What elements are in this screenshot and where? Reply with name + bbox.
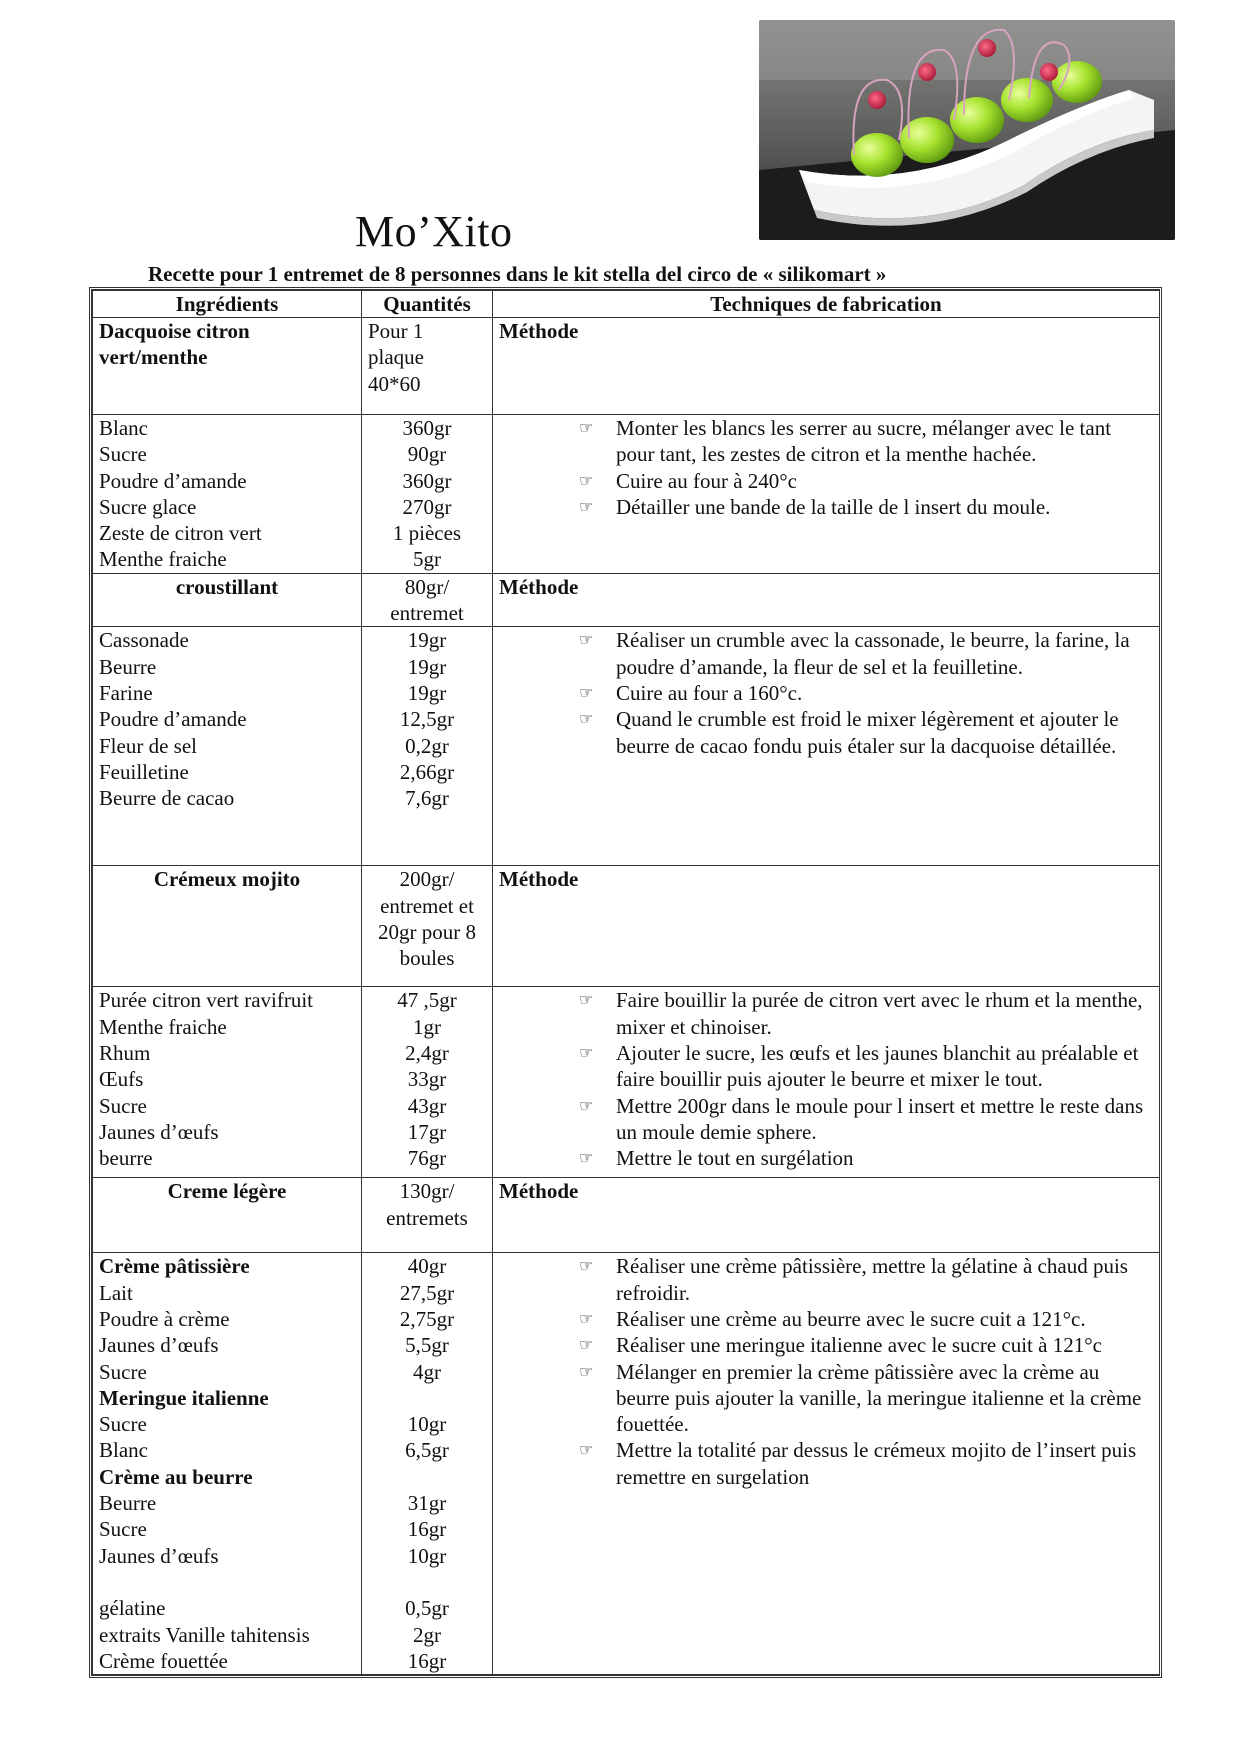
ingredients-cell [93,1253,362,1675]
ingredient-quantity: 33gr [407,1067,447,1092]
ingredient-quantity: 31gr [407,1491,447,1516]
ingredient-name: Beurre de cacao [99,786,235,811]
section-name-cell [93,318,362,415]
method-steps [499,415,1153,520]
ingredient-quantity: 2,4gr [405,1040,449,1065]
ingredient-quantity: 76gr [407,1146,447,1171]
ingredient-name: Menthe fraiche [99,1014,227,1039]
method-steps [499,627,1153,758]
method-step-text: Quand le crumble est froid le mixer légèrement et ajouter le beurre de cacao fondu puis étaler sur la dacquoise détaillée. [616,707,1119,758]
section-method-label: Méthode [493,1178,1160,1253]
pointing-hand-icon: ☞ [579,990,594,1010]
ingredient-name: Feuilletine [99,759,189,784]
pointing-hand-icon: ☞ [579,1361,594,1381]
section-qty-cell [362,573,493,627]
section-detail-row [93,1253,1160,1675]
method-step [499,1437,1153,1490]
column-header-ingredients: Ingrédients [93,291,362,318]
section-qty-line: 80gr/ [404,574,450,599]
section-name-line: vert/menthe [99,345,208,370]
section-detail-row [93,415,1160,574]
ingredient-quantity [368,1385,486,1411]
ingredients-cell [93,415,362,574]
section-header-row [93,866,1160,987]
ingredient-name: Meringue italienne [99,1385,269,1410]
method-step-text: Mettre la totalité par dessus le crémeux mojito de l’insert puis remettre en surgelation [616,1438,1137,1489]
section-qty-cell [362,866,493,987]
ingredient-name: Beurre [99,654,157,679]
ingredient-name: Sucre [99,1412,147,1437]
ingredients-cell [93,627,362,866]
ingredient-quantity: 43gr [407,1093,447,1118]
section-detail-row [93,627,1160,866]
method-step-text: Monter les blancs les serrer au sucre, mélanger avec le tant pour tant, les zestes de citron et la menthe hachée. [616,416,1112,467]
ingredient-name: gélatine [99,1596,166,1621]
section-qty-line: plaque [368,345,424,370]
method-step [499,1253,1153,1306]
method-step [499,680,1153,706]
section-qty-line: Pour 1 [368,319,424,343]
ingredient-name: Crème au beurre [99,1464,253,1489]
recipe-title: Mo’Xito [355,207,513,256]
method-step-text: Réaliser une meringue italienne avec le sucre cuit à 121°c [616,1333,1102,1358]
section-name-line: Crémeux mojito [153,867,301,892]
pointing-hand-icon: ☞ [579,682,594,702]
method-step [499,1093,1153,1146]
method-step-text: Détailler une bande de la taille de l insert du moule. [616,494,1051,519]
method-step-text: Mettre le tout en surgélation [616,1146,854,1171]
dessert-photo-image [759,20,1175,240]
ingredient-quantity: 270gr [402,494,452,519]
method-step [499,1040,1153,1093]
steps-cell [493,1253,1160,1675]
ingredient-name: Jaunes d’œufs [99,1543,219,1568]
ingredient-quantity: 47 ,5gr [397,988,457,1013]
quantities-cell [362,627,493,866]
quantities-cell [362,987,493,1178]
ingredient-name: Poudre à crème [99,1306,230,1331]
section-header-row [93,1178,1160,1253]
method-step [499,1306,1153,1332]
method-step-text: Réaliser un crumble avec la cassonade, le beurre, la farine, la poudre d’amande, la fleur de sel et la feuilletine. [616,628,1130,679]
section-qty-line: 40*60 [368,371,421,396]
ingredient-name: Purée citron vert ravifruit [99,988,313,1013]
ingredient-quantity: 1gr [413,1014,441,1039]
section-method-label: Méthode [493,318,1160,415]
section-name-cell [93,866,362,987]
ingredient-quantity: 19gr [407,680,447,705]
pointing-hand-icon: ☞ [579,1095,594,1115]
method-step-text: Faire bouillir la purée de citron vert avec le rhum et la menthe, mixer et chinoiser. [616,988,1143,1039]
column-header-techniques: Techniques de fabrication [493,291,1160,318]
section-qty-cell [362,318,493,415]
ingredient-name: Cassonade [99,628,189,653]
method-step [499,1145,1153,1171]
section-method-label: Méthode [493,866,1160,987]
method-step [499,1359,1153,1438]
ingredient-name: Crème pâtissière [99,1254,250,1279]
pointing-hand-icon: ☞ [579,1042,594,1062]
ingredient-quantity: 10gr [407,1543,447,1568]
column-header-quantities: Quantités [362,291,493,318]
ingredient-name: Sucre [99,442,147,467]
ingredient-name: Farine [99,680,153,705]
section-qty-line: 20gr pour 8 [378,919,476,944]
section-name-line: Dacquoise citron [99,319,250,343]
recipe-table-frame [89,287,1162,1678]
method-step [499,987,1153,1040]
section-name-cell [93,1178,362,1253]
pointing-hand-icon: ☞ [579,1308,594,1328]
dessert-photo [759,20,1175,240]
ingredient-quantity: 10gr [407,1412,447,1437]
ingredient-quantity: 6,5gr [405,1438,449,1463]
ingredient-quantity: 0,2gr [405,733,449,758]
method-step-text: Cuire au four a 160°c. [616,680,803,705]
method-step-text: Mélanger en premier la crème pâtissière avec la crème au beurre puis ajouter la vanille, la meringue italienne et la crème fouettée. [616,1359,1142,1437]
ingredient-quantity: 19gr [407,628,447,653]
section-detail-row [93,987,1160,1178]
steps-cell [493,415,1160,574]
ingredient-name [99,1569,355,1595]
method-step [499,627,1153,680]
section-qty-line: entremet et [380,893,474,918]
pointing-hand-icon: ☞ [579,1440,594,1460]
section-qty-line: entremets [386,1205,468,1230]
ingredient-name: Jaunes d’œufs [99,1119,219,1144]
ingredient-quantity: 5,5gr [405,1333,449,1358]
ingredient-name: Crème fouettée [99,1648,228,1673]
ingredient-name: Poudre d’amande [99,707,247,732]
method-step-text: Mettre 200gr dans le moule pour l insert et mettre le reste dans un moule demie sphere. [616,1093,1144,1144]
ingredient-quantity: 40gr [407,1254,447,1279]
recipe-sections [93,318,1160,1675]
method-step [499,1332,1153,1358]
method-step-text: Réaliser une crème au beurre avec le sucre cuit a 121°c. [616,1306,1086,1331]
ingredient-quantity: 2gr [413,1622,441,1647]
ingredient-name: Menthe fraiche [99,547,227,572]
method-step [499,706,1153,759]
ingredient-name: Poudre d’amande [99,468,247,493]
method-step [499,494,1153,520]
ingredient-quantity: 360gr [402,416,452,440]
section-method-label: Méthode [493,573,1160,627]
ingredients-cell [93,987,362,1178]
ingredient-quantity: 4gr [413,1359,441,1384]
ingredient-name: Rhum [99,1040,151,1065]
section-qty-line: boules [399,946,455,971]
ingredient-quantity: 2,66gr [399,759,455,784]
ingredient-quantity: 17gr [407,1119,447,1144]
method-step-text: Réaliser une crème pâtissière, mettre la gélatine à chaud puis refroidir. [616,1254,1128,1305]
method-steps [499,1253,1153,1490]
section-qty-line: 200gr/ [399,867,455,892]
ingredient-quantity: 1 pièces [392,521,462,546]
ingredient-name: Lait [99,1280,133,1305]
ingredient-name: Œufs [99,1067,144,1092]
ingredient-quantity: 360gr [402,468,452,493]
pointing-hand-icon: ☞ [579,470,594,490]
ingredient-name: Sucre [99,1359,147,1384]
section-name-line: croustillant [175,574,279,599]
ingredient-name: Beurre [99,1491,157,1516]
section-qty-line: entremet [390,601,464,626]
ingredient-quantity: 16gr [407,1648,447,1673]
method-step-text: Cuire au four à 240°c [616,468,798,493]
quantities-cell [362,1253,493,1675]
ingredient-name: Sucre glace [99,494,197,519]
pointing-hand-icon: ☞ [579,630,594,650]
ingredient-name: beurre [99,1146,153,1171]
pointing-hand-icon: ☞ [579,709,594,729]
section-qty-cell [362,1178,493,1253]
ingredient-quantity: 2,75gr [399,1306,455,1331]
method-step-text: Ajouter le sucre, les œufs et les jaunes blanchit au préalable et faire bouillir puis ajouter le beurre et mixer le tout. [616,1040,1139,1092]
ingredient-quantity: 16gr [407,1517,447,1542]
ingredient-name: Fleur de sel [99,733,197,758]
ingredient-name: Sucre [99,1517,147,1542]
pointing-hand-icon: ☞ [579,496,594,516]
recipe-subtitle: Recette pour 1 entremet de 8 personnes dans le kit stella del circo de « silikomart » [148,262,887,286]
ingredient-quantity: 0,5gr [405,1596,449,1621]
method-step [499,415,1153,468]
ingredient-quantity: 19gr [407,654,447,679]
ingredient-name: Zeste de citron vert [99,521,262,546]
method-steps [499,987,1153,1171]
steps-cell [493,627,1160,866]
ingredient-name: Blanc [99,416,148,440]
ingredient-quantity: 27,5gr [399,1280,455,1305]
ingredient-name: Blanc [99,1438,148,1463]
table-header-row [93,291,1160,318]
pointing-hand-icon: ☞ [579,1335,594,1355]
ingredient-quantity: 12,5gr [399,707,455,732]
section-qty-line: 130gr/ [399,1179,455,1204]
pointing-hand-icon: ☞ [579,1148,594,1168]
ingredient-quantity: 90gr [407,442,447,467]
pointing-hand-icon: ☞ [579,1256,594,1276]
ingredient-quantity: 7,6gr [405,786,449,811]
ingredient-quantity [368,1464,486,1490]
ingredient-name: Sucre [99,1093,147,1118]
quantities-cell [362,415,493,574]
ingredient-quantity: 5gr [413,547,441,572]
ingredient-name: extraits Vanille tahitensis [99,1622,310,1647]
ingredient-quantity [368,1569,486,1595]
pointing-hand-icon: ☞ [579,418,594,437]
steps-cell [493,987,1160,1178]
section-name-cell [93,573,362,627]
section-header-row [93,318,1160,415]
recipe-table [92,290,1160,1675]
section-header-row [93,573,1160,627]
section-name-line: Creme légère [167,1179,287,1204]
ingredient-name: Jaunes d’œufs [99,1333,219,1358]
method-step [499,468,1153,494]
